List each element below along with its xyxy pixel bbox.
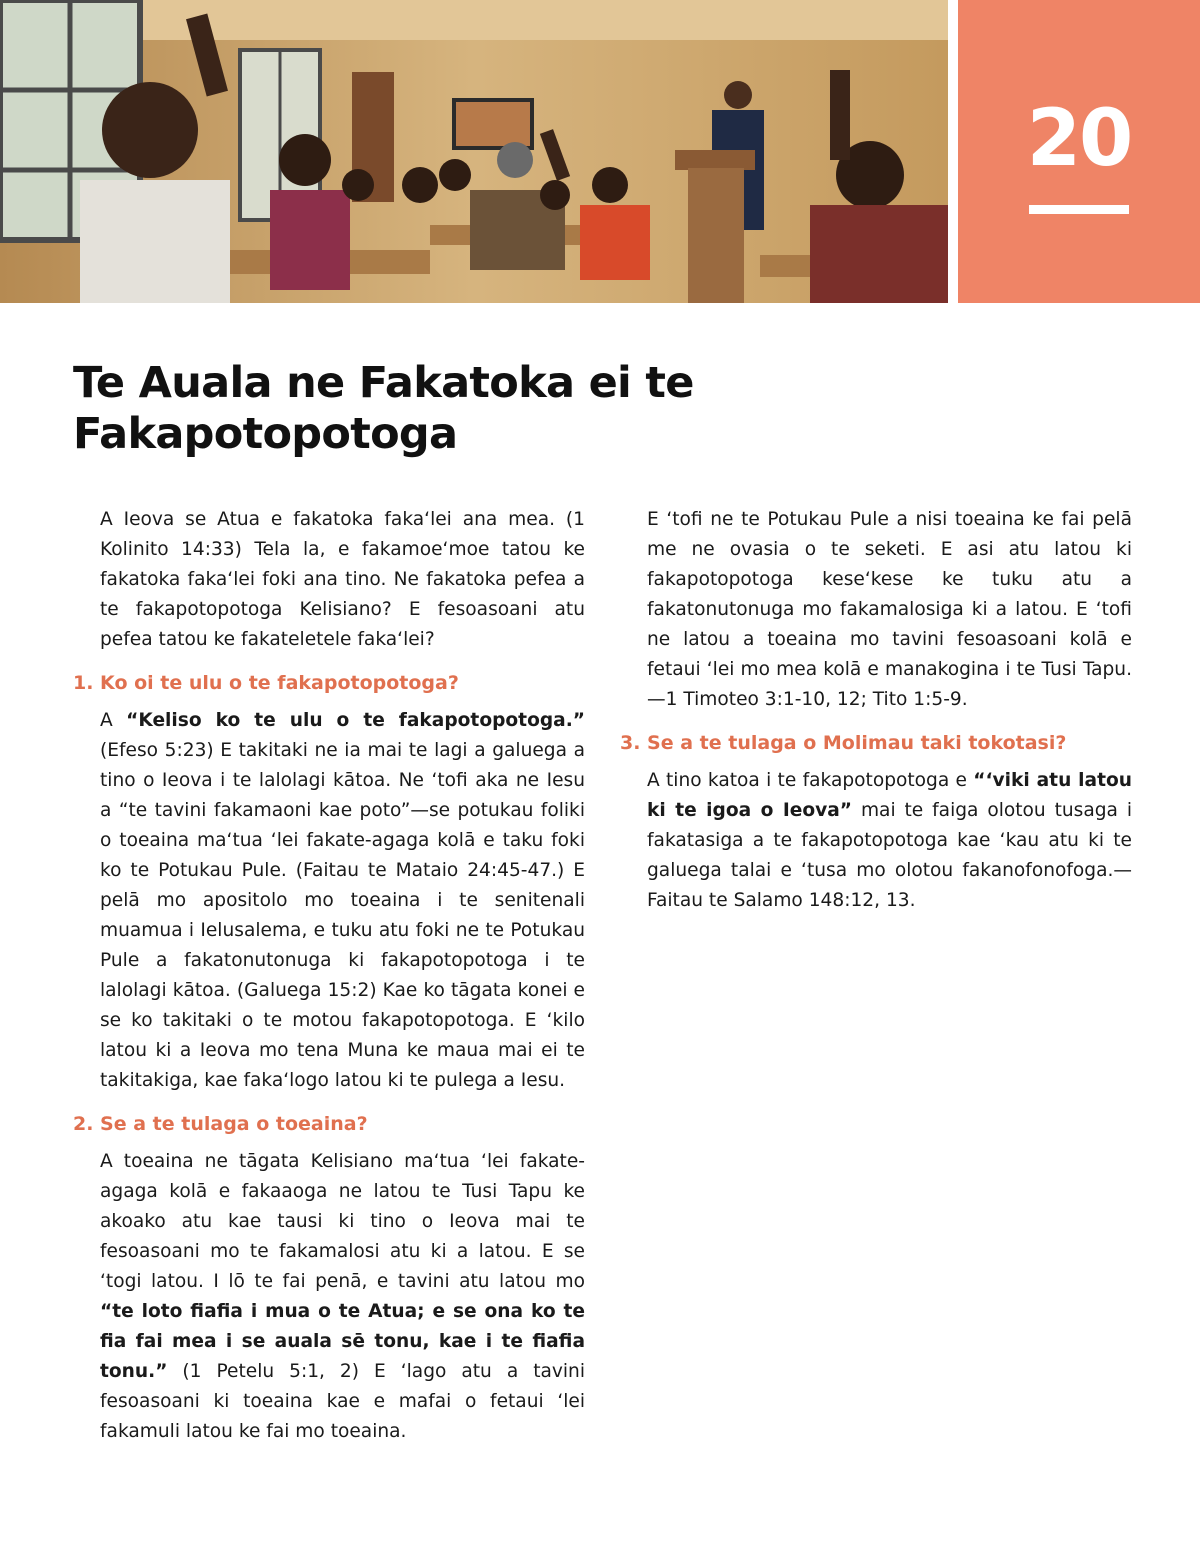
right-column [620, 505, 1132, 924]
lesson-number-badge [958, 0, 1200, 303]
q3-text-a: A tino katoa i te fakapotopotoga e [647, 770, 974, 791]
congregation-photo-illustration [0, 0, 948, 303]
intro-paragraph: A Ieova se Atua e fakatoka faka‘lei ana mea. (1 Kolinito 14:33) Tela la, e fakamoe‘moe tatou ke fakatoka faka‘lei foki ana tino. Ne fakatoka pefea a te fakapotopotoga Kelisiano? E fesoasoani atu pefea tatou ke fakateletele faka‘lei? [100, 509, 585, 650]
q3-text-b: mai te faiga olotou tusaga i fakatasiga a te fakapotopotoga kae ‘kau atu ki te galuega talai e ‘tusa mo olotou fakanofonofoga.—Faitau te Salamo 148:12, 13. [647, 800, 1132, 911]
page-title: Te Auala ne Fakatoka ei te Fakapotopotoga [73, 358, 694, 459]
question-3-heading: 3. Se a te tulaga o Molimau taki tokotasi? [620, 732, 1067, 754]
question-1-heading: 1. Ko oi te ulu o te fakapotopotoga? [73, 672, 459, 694]
q2-bold-quote: “te loto fiafia i mua o te Atua; e se ona ko te fia fai mea i se auala sē tonu, kae i te fiafia tonu.” [100, 1301, 585, 1382]
q3-bold-quote: “‘viki atu latou ki te igoa o Ieova” [647, 770, 1132, 821]
question-2-paragraph-2: E ‘tofi ne te Potukau Pule a nisi toeaina ke fai pelā me ne ovasia o te seketi. E asi atu latou ki fakapotopotoga kese‘kese ke tuku atu a fakatonutonuga mo fakamalosiga ki a latou. E ‘tofi ne latou a toeaina mo tavini fesoasoani kolā e fetaui ‘lei mo mea kolā e manakogina i te Tusi Tapu.—1 Timoteo 3:1-10, 12; Tito 1:5-9. [647, 509, 1132, 710]
question-3-paragraph [620, 766, 1132, 916]
q2-text-b: (1 Petelu 5:1, 2) E ‘lago atu a tavini fesoasoani ki toeaina kae e mafai o fetaui ‘lei fakamuli latou ke fai mo toeaina. [100, 1361, 585, 1442]
question-1-paragraph [73, 706, 585, 1096]
q1-text-a: A [100, 710, 127, 731]
q1-bold-quote: “Keliso ko te ulu o te fakapotopotoga.” [126, 710, 585, 731]
badge-underline [1029, 205, 1129, 214]
lesson-number: 20 [1026, 94, 1132, 184]
question-2-paragraph-1 [73, 1147, 585, 1447]
q1-text-b: (Efeso 5:23) E takitaki ne ia mai te lagi a galuega a tino o Ieova i te lalolagi kātoa. Ne ‘tofi aka ne Iesu a “te tavini fakamaoni kae poto”—se potukau foliki o toeaina ma‘tua ‘lei fakate-agaga kolā e taku foki ko te Potukau Pule. (Faitau te Mataio 24:45-47.) E pelā mo apositolo mo toeaina i te senitenali muamua i Ielusalema, e tuku atu foki ne te Potukau Pule a fakatonutonuga ki fakapotopotoga i te lalolagi kātoa. (Galuega 15:2) Kae ko tāgata konei e se ko takitaki o te motou fakapotopotoga. E ‘kilo latou ki a Ieova mo tena Muna ke maua mai ei te takitakiga, kae faka‘logo latou ki te pulega a Iesu. [100, 740, 585, 1091]
q2-text-a: A toeaina ne tāgata Kelisiano ma‘tua ‘lei fakate-agaga kolā e fakaaoga ne latou te Tusi Tapu ke akoako atu kae tausi ki tino o Ieova mai te fesoasoani mo te fakamalosi atu ki a latou. E se ‘togi latou. I lō te fai penā, e tavini atu latou mo [100, 1151, 585, 1292]
left-column [73, 505, 585, 1455]
header-photo [0, 0, 948, 303]
question-2-heading: 2. Se a te tulaga o toeaina? [73, 1113, 368, 1135]
